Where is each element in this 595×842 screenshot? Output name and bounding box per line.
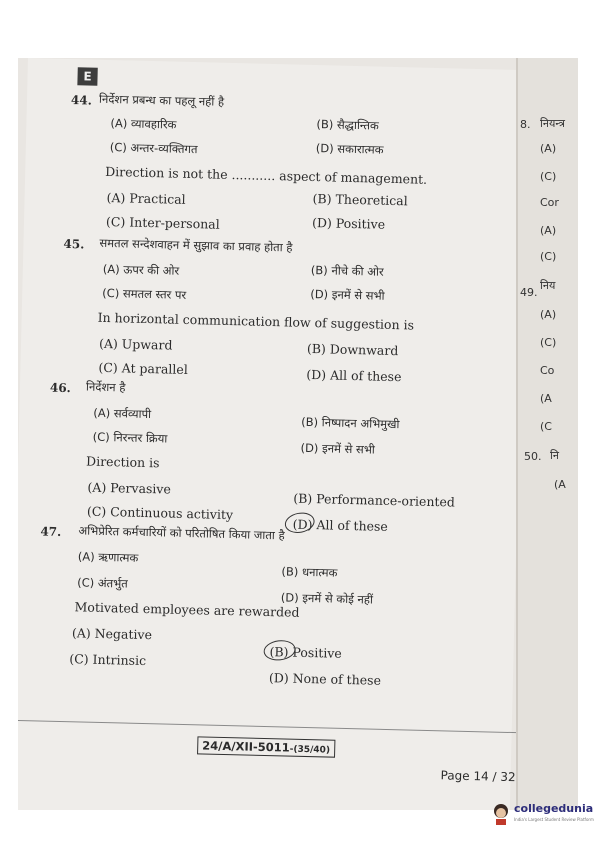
q46-hi-c: (C) निरन्तर क्रिया bbox=[92, 429, 168, 446]
adjacent-page bbox=[516, 58, 578, 810]
q44-hi-d: (D) सकारात्मक bbox=[315, 141, 384, 157]
q44-en-a: (A) Practical bbox=[106, 189, 186, 207]
exam-page bbox=[18, 58, 528, 810]
q45-en-a: (A) Upward bbox=[98, 335, 173, 353]
q46-en-c: (C) Continuous activity bbox=[86, 503, 234, 523]
q47-hi-a: (A) ऋणात्मक bbox=[77, 549, 139, 565]
brand-tagline: India's Largest Student Review Platform bbox=[514, 817, 594, 822]
q46-number: 46. bbox=[49, 380, 72, 396]
q46-hindi: निर्देशन है bbox=[85, 379, 126, 395]
q50-text: नि bbox=[550, 449, 559, 462]
brand-name: collegedunia bbox=[514, 802, 594, 815]
right-text: Co bbox=[540, 364, 555, 377]
q44-en-c: (C) Inter-personal bbox=[105, 213, 220, 232]
q44-english: Direction is not the ........... aspect of management. bbox=[105, 163, 428, 187]
q50-number: 50. bbox=[524, 450, 542, 463]
q44-hi-b: (B) सैद्धान्तिक bbox=[316, 117, 379, 133]
mascot-icon bbox=[490, 802, 512, 826]
q47-en-a: (A) Negative bbox=[71, 625, 153, 643]
q47-en-b: (B) Positive bbox=[269, 644, 342, 661]
q47-hindi: अभिप्रेरित कर्मचारियों को परितोषित किया जाता है bbox=[78, 523, 285, 543]
q46-hi-a: (A) सर्वव्यापी bbox=[93, 405, 152, 422]
q46-english: Direction is bbox=[85, 453, 160, 471]
right-text: Cor bbox=[540, 196, 559, 209]
q47-hi-d: (D) इनमें से कोई नहीं bbox=[280, 590, 374, 607]
q45-hi-b: (B) नीचे की ओर bbox=[310, 262, 384, 279]
q45-hi-a: (A) ऊपर की ओर bbox=[102, 261, 180, 278]
q46-en-a: (A) Pervasive bbox=[87, 479, 172, 497]
q46-hi-d: (D) इनमें से सभी bbox=[300, 440, 376, 457]
q49-number: 49. bbox=[520, 286, 538, 299]
q44-hindi: निर्देशन प्रबन्ध का पहलू नहीं है bbox=[98, 91, 225, 109]
paper-code-main: 24/A/XII-5011 bbox=[202, 738, 290, 755]
q47-hi-c: (C) अंतर्भुत bbox=[77, 575, 128, 591]
q47-en-c: (C) Intrinsic bbox=[69, 651, 147, 669]
q44-en-b: (B) Theoretical bbox=[312, 190, 408, 209]
q48-text: नियन्त्र bbox=[540, 117, 565, 130]
q46-en-d: (D) All of these bbox=[292, 516, 389, 534]
paper-code bbox=[197, 736, 335, 757]
q45-hi-d: (D) इनमें से सभी bbox=[310, 286, 385, 303]
q47-english: Motivated employees are rewarded bbox=[74, 599, 300, 620]
q45-en-d: (D) All of these bbox=[306, 366, 402, 385]
brand-watermark bbox=[490, 800, 594, 834]
q45-hi-c: (C) समतल स्तर पर bbox=[102, 285, 187, 302]
q46-en-b: (B) Performance-oriented bbox=[293, 490, 456, 510]
bottom-rule bbox=[18, 720, 532, 734]
q45-number: 45. bbox=[63, 236, 85, 252]
photo-frame bbox=[18, 58, 578, 810]
right-option: (A) bbox=[540, 308, 557, 321]
page-number: Page 14 / 32 bbox=[440, 768, 516, 785]
q44-number: 44. bbox=[70, 93, 93, 108]
right-option: (C) bbox=[540, 336, 557, 349]
right-option: (C bbox=[540, 420, 552, 433]
q46-hi-b: (B) निष्पादन अभिमुखी bbox=[301, 414, 400, 432]
q47-en-d: (D) None of these bbox=[268, 670, 382, 688]
q44-hi-c: (C) अन्तर-व्यक्तिगत bbox=[109, 140, 198, 157]
right-option: (C) bbox=[540, 170, 557, 183]
q49-text: निय bbox=[540, 279, 556, 292]
right-option: (A) bbox=[540, 142, 557, 155]
right-option: (A bbox=[554, 478, 566, 491]
right-option: (C) bbox=[540, 250, 557, 263]
right-option: (A bbox=[540, 392, 552, 405]
q45-en-c: (C) At parallel bbox=[98, 359, 188, 377]
paper-code-suffix: -(35/40) bbox=[289, 744, 331, 756]
right-option: (A) bbox=[540, 224, 557, 237]
q44-en-d: (D) Positive bbox=[311, 214, 386, 232]
q45-english: In horizontal communication flow of suggestion is bbox=[97, 309, 415, 333]
q47-number: 47. bbox=[40, 524, 62, 539]
q44-hi-a: (A) व्यावहारिक bbox=[110, 116, 177, 132]
q45-en-b: (B) Downward bbox=[306, 340, 399, 359]
q45-hindi: समतल सन्देशवाहन में सुझाव का प्रवाह होता है bbox=[99, 235, 293, 255]
q48-number: 8. bbox=[520, 118, 531, 131]
section-marker: E bbox=[77, 67, 97, 85]
q47-hi-b: (B) धनात्मक bbox=[281, 564, 338, 580]
